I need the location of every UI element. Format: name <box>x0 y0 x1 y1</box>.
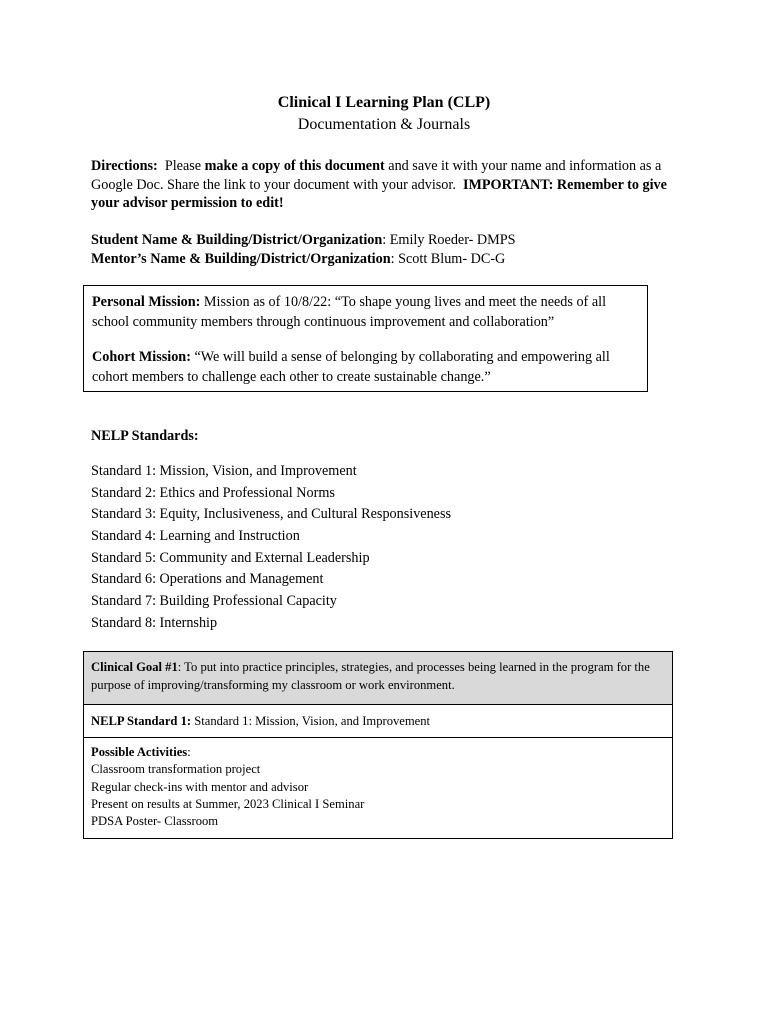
activities-label: Possible Activities <box>91 745 188 759</box>
clinical-goal-text: : To put into practice principles, strategies, and processes being learned in the program for the purpose of improving/transforming my classroom or work environment. <box>91 660 650 692</box>
directions-important: IMPORTANT: Remember to give your advisor permission to edit! <box>91 176 667 211</box>
cohort-mission-label: Cohort Mission: <box>92 349 191 365</box>
cohort-mission <box>92 348 639 387</box>
personal-mission <box>92 293 639 332</box>
student-line <box>91 231 691 250</box>
list-item: PDSA Poster- Classroom <box>91 814 219 829</box>
list-item: Standard 4: Learning and Instruction <box>91 528 300 545</box>
list-item: Regular check-ins with mentor and advisor <box>91 779 309 794</box>
nelp-standard-row <box>84 705 672 738</box>
clinical-goal-row <box>84 652 672 705</box>
mentor-line <box>91 250 691 269</box>
names-block <box>91 231 691 268</box>
mission-box <box>83 285 648 392</box>
possible-activities-row <box>84 738 672 838</box>
activities-heading <box>91 744 665 761</box>
nelp-standard-label: NELP Standard 1: <box>91 714 192 728</box>
mentor-value: : Scott Blum- DC-G <box>390 250 506 267</box>
list-item: Standard 3: Equity, Inclusiveness, and Cultural Responsiveness <box>91 506 452 523</box>
directions-text-1: Please <box>164 158 202 174</box>
list-item: Present on results at Summer, 2023 Clinical I Seminar <box>91 796 365 811</box>
nelp-standards-list <box>91 461 451 635</box>
student-label: Student Name & Building/District/Organization <box>91 232 383 248</box>
nelp-standard-value: Standard 1: Mission, Vision, and Improvement <box>194 714 431 728</box>
list-item: Standard 8: Internship <box>91 614 218 631</box>
mentor-label: Mentor’s Name & Building/District/Organization <box>91 250 391 267</box>
list-item: Standard 7: Building Professional Capacity <box>91 593 337 610</box>
directions-paragraph <box>91 157 683 213</box>
directions-label: Directions: <box>91 158 158 174</box>
document-subtitle: Documentation & Journals <box>297 116 471 133</box>
document-title: Clinical I Learning Plan (CLP) <box>277 94 491 111</box>
list-item: Classroom transformation project <box>91 762 261 777</box>
nelp-heading: NELP Standards: <box>91 428 199 444</box>
cohort-mission-text: “We will build a sense of belonging by collaborating and empowering all cohort members to challenge each other to create sustainable change.” <box>92 349 610 385</box>
directions-bold-1: make a copy of this document <box>204 158 385 174</box>
activities-colon: : <box>187 745 191 759</box>
student-value: : Emily Roeder- DMPS <box>382 232 516 248</box>
list-item: Standard 5: Community and External Leadership <box>91 549 370 566</box>
clinical-goal-table <box>83 651 673 839</box>
clinical-goal-label: Clinical Goal #1 <box>91 660 178 674</box>
directions-text-2: and save it with your name and information as a Google Doc. Share the link to your document with your advisor. <box>91 158 662 193</box>
personal-mission-text: Mission as of 10/8/22: “To shape young lives and meet the needs of all school community members through continuous improvement and collaboration” <box>92 294 607 330</box>
list-item: Standard 2: Ethics and Professional Norms <box>91 484 335 501</box>
personal-mission-label: Personal Mission: <box>92 294 201 310</box>
list-item: Standard 6: Operations and Management <box>91 571 324 588</box>
list-item: Standard 1: Mission, Vision, and Improvement <box>91 463 357 479</box>
